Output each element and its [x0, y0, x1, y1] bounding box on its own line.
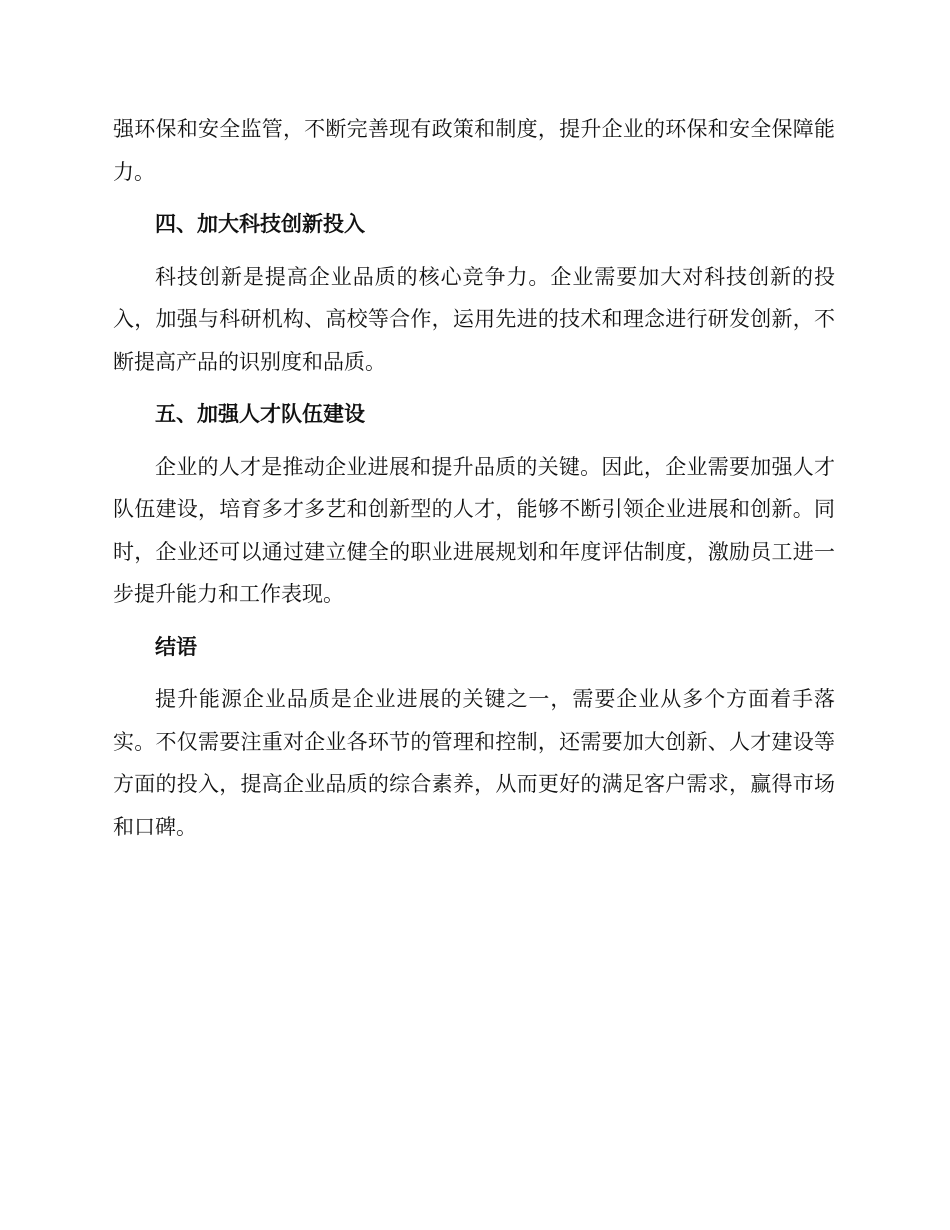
paragraph-tech-innovation: 科技创新是提高企业品质的核心竞争力。企业需要加大对科技创新的投入，加强与科研机构、高校等合作，运用先进的技术和理念进行研发创新，不断提高产品的识别度和品质。 — [113, 264, 835, 374]
section-heading-talent: 五、加强人才队伍建设 — [155, 402, 365, 426]
paragraph-conclusion: 提升能源企业品质是企业进展的关键之一，需要企业从多个方面着手落实。不仅需要注重对企业各环节的管理和控制，还需要加大创新、人才建设等方面的投入，提高企业品质的综合素养，从而更好的满足客户需求，赢得市场和口碑。 — [113, 687, 835, 839]
section-heading-tech-innovation: 四、加大科技创新投入 — [155, 212, 365, 236]
document-body — [113, 108, 835, 858]
paragraph-talent: 企业的人才是推动企业进展和提升品质的关键。因此，企业需要加强人才队伍建设，培育多才多艺和创新型的人才，能够不断引领企业进展和创新。同时，企业还可以通过建立健全的职业进展规划和年度评估制度，激励员工进一步提升能力和工作表现。 — [113, 454, 835, 606]
section-heading-conclusion: 结语 — [155, 634, 197, 659]
paragraph-continuation: 强环保和安全监管，不断完善现有政策和制度，提升企业的环保和安全保障能力。 — [113, 117, 835, 184]
